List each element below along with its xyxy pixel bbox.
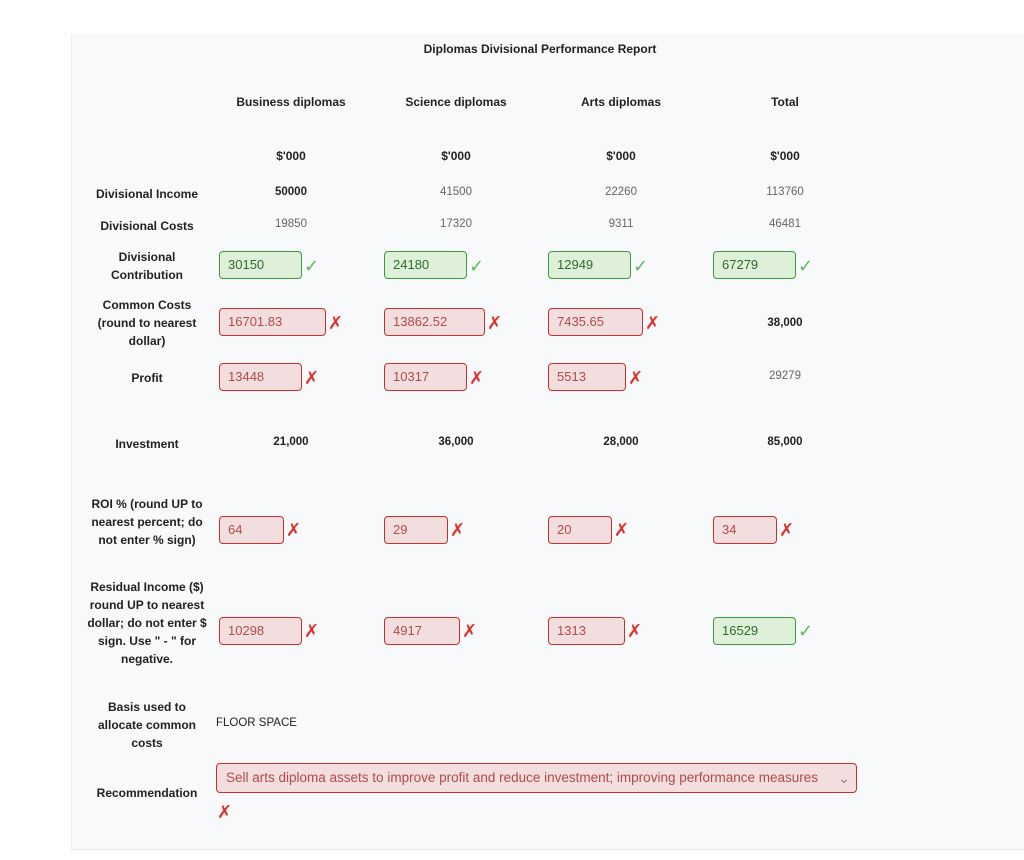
- contribution-arts-input[interactable]: 12949: [548, 251, 631, 279]
- incorrect-icon: ✗: [328, 313, 344, 333]
- profit-total: 29279: [769, 370, 801, 382]
- contribution-total-input[interactable]: 67279: [713, 251, 796, 279]
- roi-arts-input[interactable]: 20: [548, 516, 612, 544]
- row-label-roi: ROI % (round UP to nearest percent; do not enter % sign): [91, 497, 203, 547]
- recommendation-select[interactable]: [216, 763, 857, 793]
- profit-arts-input[interactable]: 5513: [548, 363, 626, 391]
- col-header-science: Science diplomas: [405, 95, 507, 109]
- chevron-down-icon[interactable]: ⌄: [838, 770, 850, 786]
- correct-icon: ✓: [633, 256, 649, 276]
- roi-total-input[interactable]: 34: [713, 516, 777, 544]
- income-total: 113760: [766, 186, 804, 198]
- incorrect-icon: ✗: [779, 520, 795, 540]
- investment-business: 21,000: [273, 436, 309, 448]
- investment-science: 36,000: [438, 436, 474, 448]
- unit-business: $'000: [276, 149, 306, 163]
- row-label-investment: Investment: [115, 437, 179, 451]
- unit-total: $'000: [770, 149, 800, 163]
- common-costs-science-input[interactable]: 13862.52: [384, 308, 485, 336]
- roi-science-input[interactable]: 29: [384, 516, 448, 544]
- income-science: 41500: [440, 186, 472, 198]
- investment-arts: 28,000: [603, 436, 639, 448]
- recommendation-selected-value: Sell arts diploma assets to improve profit and reduce investment; improving performance measures: [226, 770, 819, 785]
- costs-total: 46481: [769, 218, 801, 230]
- profit-business-input[interactable]: 13448: [219, 363, 302, 391]
- common-costs-total: 38,000: [767, 317, 803, 329]
- col-header-arts: Arts diplomas: [580, 95, 661, 109]
- costs-science: 17320: [440, 218, 472, 230]
- correct-icon: ✓: [304, 256, 320, 276]
- incorrect-icon: ✗: [487, 313, 503, 333]
- row-label-common-costs: Common Costs (round to nearest dollar): [97, 298, 197, 348]
- income-arts: 22260: [605, 186, 637, 198]
- row-label-residual: Residual Income ($) round UP to nearest dollar; do not enter $ sign. Use " - " for negative.: [87, 580, 207, 666]
- profit-science-input[interactable]: 10317: [384, 363, 467, 391]
- incorrect-icon: ✗: [450, 520, 466, 540]
- income-business: 50000: [275, 186, 307, 198]
- row-label-profit: Profit: [131, 371, 163, 385]
- correct-icon: ✓: [798, 256, 814, 276]
- correct-icon: ✓: [798, 621, 814, 641]
- row-label-income: Divisional Income: [95, 187, 199, 201]
- basis-value: FLOOR SPACE: [216, 717, 297, 729]
- costs-arts: 9311: [608, 218, 634, 230]
- col-header-business: Business diplomas: [236, 95, 346, 109]
- incorrect-icon: ✗: [304, 368, 320, 388]
- roi-business-input[interactable]: 64: [219, 516, 284, 544]
- incorrect-icon: ✗: [469, 368, 485, 388]
- costs-business: 19850: [275, 218, 307, 230]
- incorrect-icon: ✗: [304, 621, 320, 641]
- unit-science: $'000: [441, 149, 471, 163]
- incorrect-icon: ✗: [462, 621, 478, 641]
- incorrect-icon: ✗: [627, 621, 643, 641]
- correct-icon: ✓: [469, 256, 485, 276]
- residual-total-input[interactable]: 16529: [713, 617, 796, 645]
- col-header-total: Total: [771, 95, 799, 109]
- contribution-science-input[interactable]: 24180: [384, 251, 467, 279]
- incorrect-icon: ✗: [614, 520, 630, 540]
- row-label-costs: Divisional Costs: [100, 219, 194, 233]
- investment-total: 85,000: [767, 436, 803, 448]
- row-label-basis: Basis used to allocate common costs: [97, 700, 197, 750]
- common-costs-business-input[interactable]: 16701.83: [219, 308, 326, 336]
- unit-arts: $'000: [606, 149, 636, 163]
- report-title: Diplomas Divisional Performance Report: [423, 42, 657, 56]
- common-costs-arts-input[interactable]: 7435.65: [548, 308, 643, 336]
- residual-arts-input[interactable]: 1313: [548, 617, 625, 645]
- row-label-contribution: Divisional Contribution: [111, 250, 183, 282]
- incorrect-icon: ✗: [217, 802, 233, 822]
- contribution-business-input[interactable]: 30150: [219, 251, 302, 279]
- residual-science-input[interactable]: 4917: [384, 617, 460, 645]
- incorrect-icon: ✗: [645, 313, 661, 333]
- incorrect-icon: ✗: [286, 520, 302, 540]
- row-label-recommendation: Recommendation: [96, 786, 198, 800]
- residual-business-input[interactable]: 10298: [219, 617, 302, 645]
- incorrect-icon: ✗: [628, 368, 644, 388]
